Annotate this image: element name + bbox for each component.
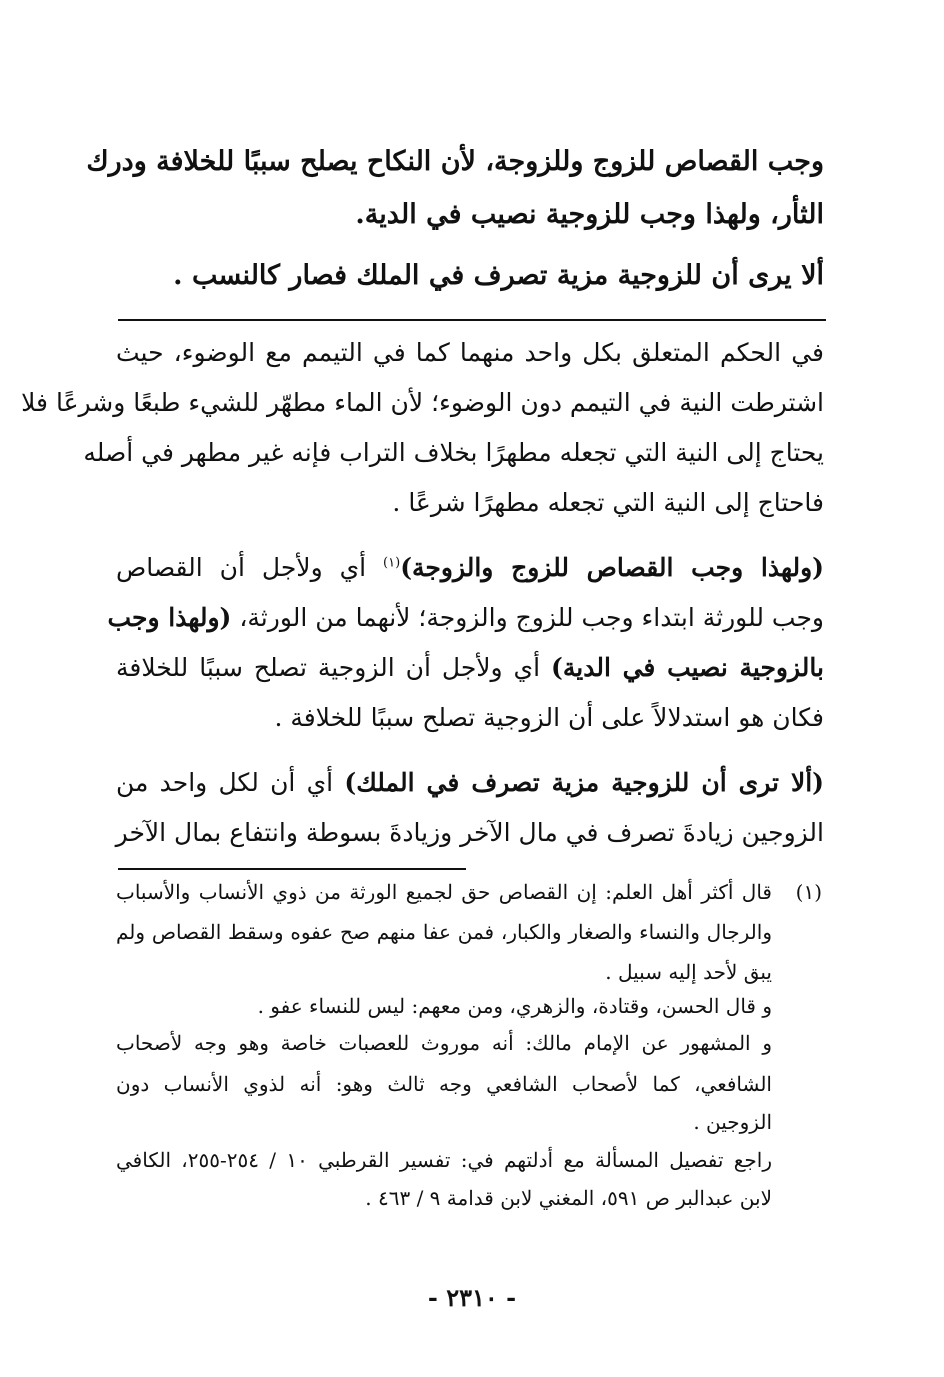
footnote-line-5: و المشهور عن الإمام مالك: أنه موروث للعصبات خاصة وهو وجه لأصحاب [116,1031,772,1055]
page-number: - ٢٣١٠ - [427,1283,517,1312]
sharh-p2-line-1 [116,553,824,582]
section-divider [118,319,826,321]
matn-line-3: ألا يرى أن للزوجية مزية تصرف في الملك فصار كالنسب . [173,260,824,291]
footnote-line-3: يبق لأحد إليه سبيل . [605,960,772,984]
footnote-line-2: والرجال والنساء والصغار والكبار، فمن عفا منهم صح عفوه وسقط القصاص ولم [116,920,772,944]
matn-quote: بالزوجية نصيب في الدية) [551,653,824,682]
footnote-ref: (١) [383,555,401,571]
sharh-text: أي ولأجل أن الزوجية تصلح سببًا للخلافة [116,653,552,682]
sharh-line-3: يحتاج إلى النية التي تجعله مطهرًا بخلاف التراب فإنه غير مطهر في أصله [83,438,824,467]
sharh-text: أي أن لكل واحد من [116,768,345,797]
sharh-p3-line-1 [116,768,824,797]
sharh-p2-line-4: فكان هو استدلالاً على أن الزوجية تصلح سببًا للخلافة . [274,703,824,732]
footnote-line-1: قال أكثر أهل العلم: إن القصاص حق لجميع الورثة من ذوي الأنساب والأسباب [116,880,772,904]
sharh-line-4: فاحتاج إلى النية التي تجعله مطهرًا شرعًا . [392,488,824,517]
sharh-text: أي ولأجل أن القصاص [116,553,384,582]
matn-quote: (ألا ترى أن للزوجية مزية تصرف في الملك) [344,768,824,797]
footnote-line-7: الزوجين . [693,1110,772,1134]
matn-quote: (ولهذا وجب [107,603,232,632]
sharh-p2-line-3 [116,653,824,682]
footnote-line-4: و قال الحسن، وقتادة، والزهري، ومن معهم: ليس للنساء عفو . [257,994,772,1018]
sharh-line-1: في الحكم المتعلق بكل واحد منهما كما في التيمم مع الوضوء، حيث [116,338,824,367]
footnote-line-6: الشافعي، كما لأصحاب الشافعي وجه ثالث وهو: أنه لذوي الأنساب دون [116,1072,772,1096]
footnote-line-8: راجع تفصيل المسألة مع أدلتهم في: تفسير القرطبي ١٠ / ٢٥٤-٢٥٥، الكافي [116,1148,772,1172]
matn-quote: (ولهذا وجب القصاص للزوج والزوجة) [400,553,824,582]
sharh-p2-line-2 [107,603,824,632]
sharh-text: وجب للورثة ابتداء وجب للزوج والزوجة؛ لأنهما من الورثة، [231,603,824,632]
matn-line-2: الثأر، ولهذا وجب للزوجية نصيب في الدية. [355,199,824,230]
sharh-line-2: اشترطت النية في التيمم دون الوضوء؛ لأن الماء مطهّر للشيء طبعًا وشرعًا فلا [21,388,824,417]
footnote-line-9: لابن عبدالبر ص ٥٩١، المغني لابن قدامة ٩ / ٤٦٣ . [365,1186,772,1210]
footnote-divider [118,868,466,870]
matn-line-1: وجب القصاص للزوج وللزوجة، لأن النكاح يصلح سببًا للخلافة ودرك [86,146,824,177]
sharh-p3-line-2: الزوجين زيادةَ تصرف في مال الآخر وزيادةَ بسوطة وانتفاع بمال الآخر [115,818,824,847]
footnote-number: (١) [795,880,822,904]
